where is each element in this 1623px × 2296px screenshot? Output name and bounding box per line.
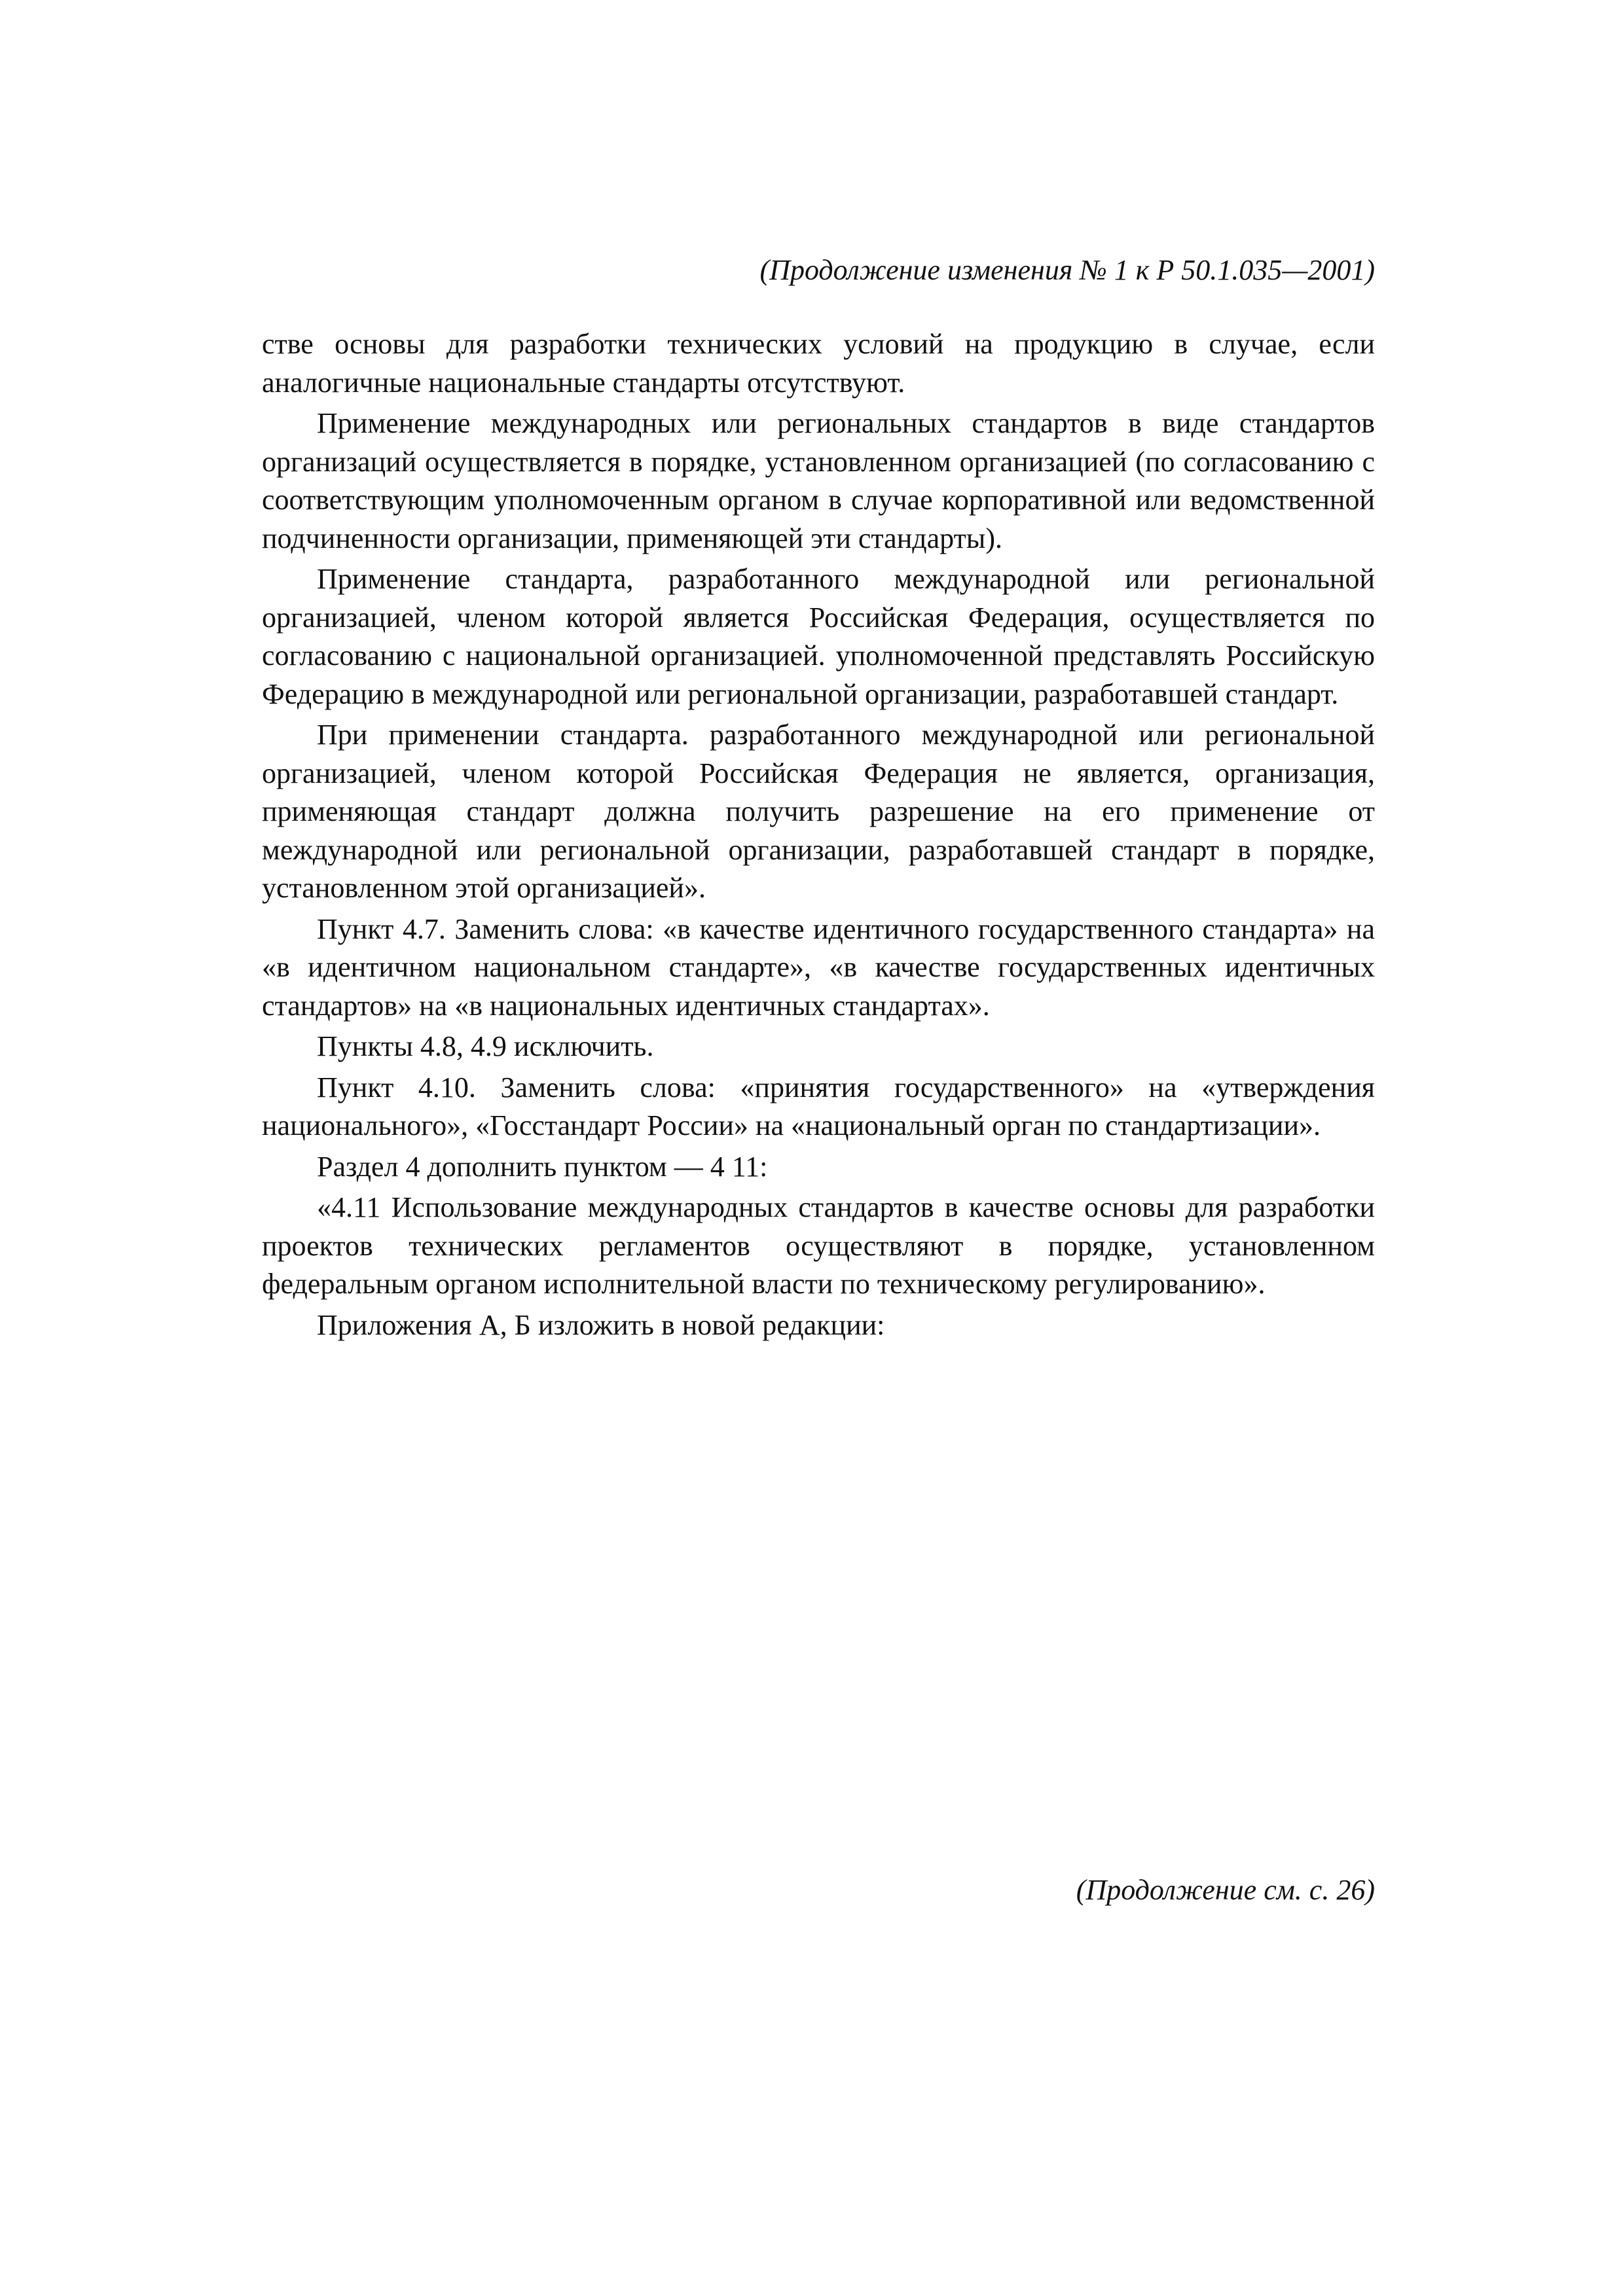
continuation-header: (Продолжение изменения № 1 к Р 50.1.035—2001) — [759, 254, 1375, 286]
paragraph-annexes: Приложения А, Б изложить в новой редакции: — [317, 1308, 885, 1341]
paragraph-clause-4-7: Пункт 4.7. Заменить слова: «в качестве идентичного государственного стандарта» на «в идентичном национальном стандарте», «в качестве государственных идентичных стандартов» на «в национальных идентичных стандартах». — [262, 912, 1375, 1022]
document-body — [262, 325, 1375, 1347]
paragraph-continued: стве основы для разработки технических условий на продукцию в случае, если аналогичные национальные стандарты отсутствуют. — [262, 328, 1375, 399]
paragraph-clause-4-11: «4.11 Использование международных стандартов в качестве основы для разработки проектов технических регламентов осуществляют в порядке, установленном федеральным органом исполнительной власти по техническому регулированию». — [262, 1191, 1375, 1300]
paragraph-member-organization: Применение стандарта, разработанного международной или региональной организацией, членом которой является Российская Федерация, осуществляется по согласованию с национальной организацией. уполномоченной представлять Российскую Федерацию в международной или региональной организации, разработавшей стандарт. — [262, 563, 1375, 710]
paragraph-section-4-addition: Раздел 4 дополнить пунктом — 4 11: — [317, 1150, 768, 1183]
paragraph-international-standards: Применение международных или региональных стандартов в виде стандартов организаций осуществляется в порядке, установленном организацией (по согласованию с соответствующим уполномоченным органом в случае корпоративной или ведомственной подчиненности организации, применяющей эти стандарты). — [262, 407, 1375, 554]
paragraph-clauses-4-8-4-9: Пункты 4.8, 4.9 исключить. — [317, 1030, 654, 1062]
continuation-footer: (Продолжение см. с. 26) — [1076, 1874, 1375, 1906]
paragraph-clause-4-10: Пункт 4.10. Заменить слова: «принятия государственного» на «утверждения национального», «Госстандарт России» на «национальный орган по стандартизации». — [262, 1071, 1375, 1141]
paragraph-non-member-organization: При применении стандарта. разработанного международной или региональной организацией, членом которой Российская Федерация не является, организация, применяющая стандарт должна получить разрешение на его применение от международной или региональной организации, разработавшей стандарт в порядке, установленном этой организацией». — [262, 719, 1375, 904]
